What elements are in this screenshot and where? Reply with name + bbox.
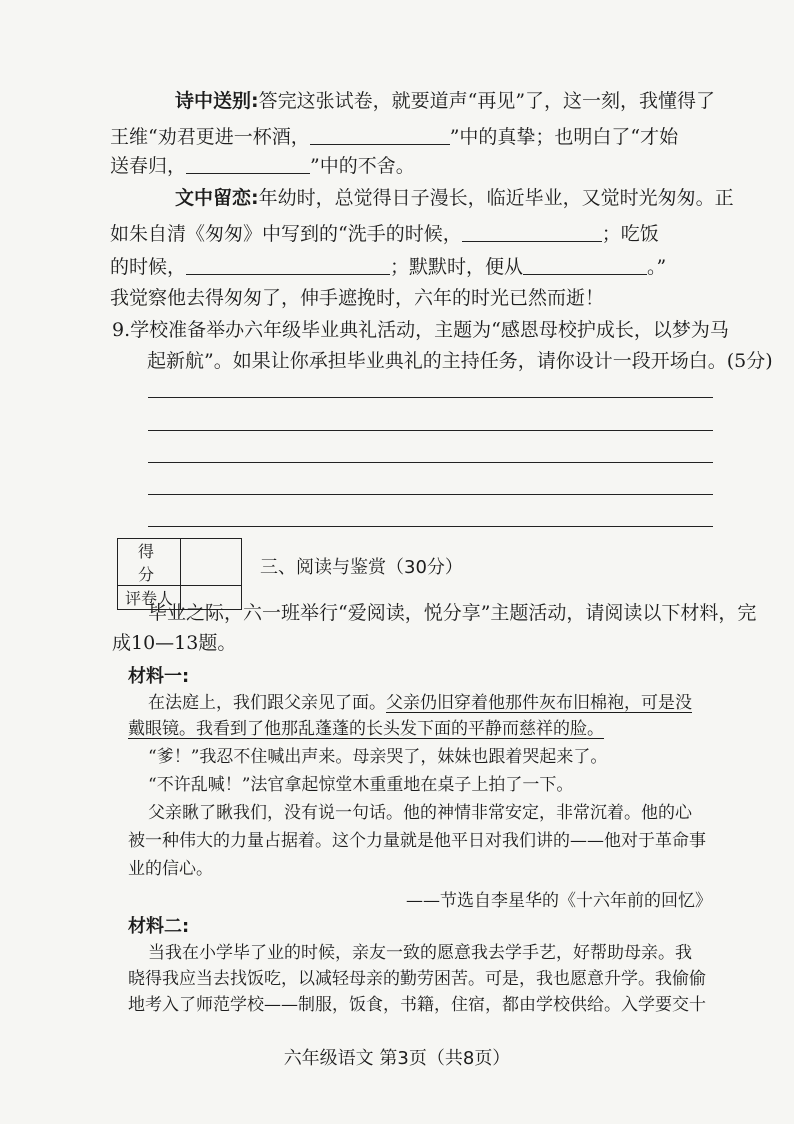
material1-source: ——节选自李星华的《十六年前的回忆》 xyxy=(406,891,712,911)
material2-p1-line2: 晓得我应当去找饭吃，以减轻母亲的勤劳困苦。可是，我也愿意升学。我偷偷 xyxy=(128,969,706,989)
material1-p4-line2: 被一种伟大的力量占据着。这个力量就是他平日对我们讲的——他对于革命事 xyxy=(128,831,706,851)
question9-line1: 9.学校准备举办六年级毕业典礼活动，主题为“感恩母校护成长，以梦为马 xyxy=(112,319,729,341)
answer-line-1[interactable] xyxy=(148,397,713,398)
answer-line-5[interactable] xyxy=(148,526,713,527)
text-nostalgia-line4: 我觉察他去得匆匆了，伸手遮挽时，六年的时光已然而逝！ xyxy=(110,287,605,309)
blank-text-1[interactable] xyxy=(462,221,602,242)
text-nostalgia-line2: 如朱自清《匆匆》中写到的“洗手的时候， ；吃饭 xyxy=(110,223,659,245)
poem-farewell-label: 诗中送别: xyxy=(175,90,259,112)
answer-line-3[interactable] xyxy=(148,462,713,463)
material1-p2: “爹！”我忍不住喊出声来。母亲哭了，妹妹也跟着哭起来了。 xyxy=(148,747,608,767)
poem-farewell-line1: 诗中送别:答完这张试卷，就要道声“再见”了，这一刻，我懂得了 xyxy=(175,90,716,112)
grader-label: 评卷人 xyxy=(118,586,181,610)
page-footer: 六年级语文 第3页（共8页） xyxy=(283,1048,511,1069)
text-nostalgia-line1: 文中留恋:年幼时，总觉得日子漫长，临近毕业，又觉时光匆匆。正 xyxy=(175,187,734,209)
material2-p1-line3: 地考入了师范学校——制服，饭食，书籍，住宿，都由学校供给。入学要交十 xyxy=(128,995,706,1015)
question9-line2: 起新航”。如果让你承担毕业典礼的主持任务，请你设计一段开场白。(5分) xyxy=(147,350,773,372)
score-label: 得 分 xyxy=(118,539,181,586)
section3-title: 三、阅读与鉴赏（30分） xyxy=(260,557,463,578)
material1-p4-line1: 父亲瞅了瞅我们，没有说一句话。他的神情非常安定，非常沉着。他的心 xyxy=(148,803,692,823)
poem-farewell-line3: 送春归， ”中的不舍。 xyxy=(110,155,415,177)
material2-p1-line1: 当我在小学毕了业的时候，亲友一致的愿意我去学手艺，好帮助母亲。我 xyxy=(148,943,692,963)
text-nostalgia-label: 文中留恋: xyxy=(175,187,259,209)
text-nostalgia-line3: 的时候， ；默默时，便从 。” xyxy=(110,256,667,278)
answer-line-4[interactable] xyxy=(148,494,713,495)
material1-title: 材料一: xyxy=(128,666,190,687)
poem-farewell-line2: 王维“劝君更进一杯酒， ”中的真挚；也明白了“才始 xyxy=(110,126,679,148)
blank-text-2[interactable] xyxy=(186,254,390,275)
blank-poem-1[interactable] xyxy=(310,124,450,145)
underlined-sentence: 父亲仍旧穿着他那件灰布旧棉袍，可是没 xyxy=(386,693,692,713)
section3-intro-line2: 成10—13题。 xyxy=(112,632,237,654)
material1-p1-line2: 戴眼镜。我看到了他那乱蓬蓬的长头发下面的平静而慈祥的脸。 xyxy=(128,719,604,739)
section3-intro-line1: 毕业之际，六一班举行“爱阅读，悦分享”主题活动，请阅读以下材料，完 xyxy=(148,602,757,624)
material2-title: 材料二: xyxy=(128,916,190,937)
material1-p4-line3: 业的信心。 xyxy=(128,859,213,879)
blank-poem-2[interactable] xyxy=(186,153,310,174)
answer-line-2[interactable] xyxy=(148,430,713,431)
material1-p3: “不许乱喊！”法官拿起惊堂木重重地在桌子上拍了一下。 xyxy=(148,775,574,795)
blank-text-3[interactable] xyxy=(523,254,647,275)
score-field[interactable] xyxy=(181,539,242,586)
material1-p1-line1: 在法庭上，我们跟父亲见了面。父亲仍旧穿着他那件灰布旧棉袍，可是没 xyxy=(148,693,692,713)
